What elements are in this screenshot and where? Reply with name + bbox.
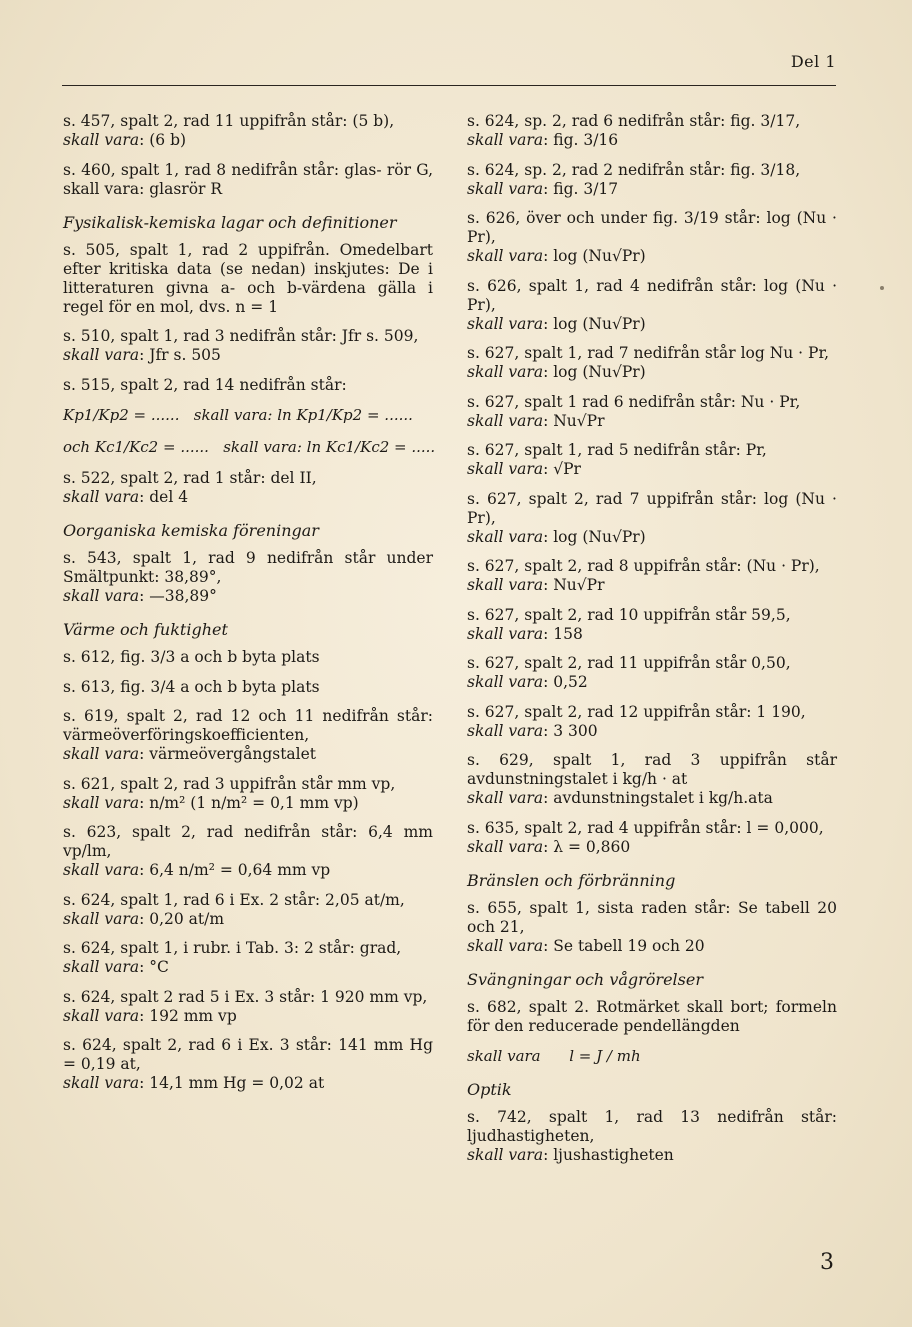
paper-speck (880, 286, 884, 290)
erratum-correction: skall vara: log (Nu√Pr) (467, 314, 646, 333)
erratum-location: s. 627, spalt 1, rad 5 nedifrån står: Pr, (467, 441, 767, 459)
section-heading: Värme och fuktighet (63, 620, 228, 639)
erratum-correction: skall vara: °C (63, 958, 169, 976)
erratum-entry (63, 775, 433, 813)
erratum-entry (467, 998, 837, 1036)
erratum-correction: skall vara: fig. 3/16 (467, 131, 619, 149)
erratum-location: s. 522, spalt 2, rad 1 står: del II, (63, 469, 317, 487)
erratum-entry (467, 751, 837, 808)
erratum-entry (63, 112, 433, 150)
erratum-correction: skall vara: log (Nu√Pr) (467, 247, 646, 265)
erratum-entry (63, 648, 433, 667)
left-column (63, 112, 436, 1104)
erratum-location: s. 629, spalt 1, rad 3 uppifrån står avdunstningstalet i kg/h · at (467, 751, 837, 788)
erratum-location: s. 627, spalt 2, rad 10 uppifrån står 59,5, (467, 605, 791, 624)
erratum-correction: skall vara: Jfr s. 505 (63, 346, 221, 364)
erratum-correction: skall vara: log (Nu√Pr) (467, 363, 646, 381)
erratum-correction: skall vara: 192 mm vp (63, 1006, 237, 1025)
erratum-location: s. 624, spalt 2 rad 5 i Ex. 3 står: 1 920 mm vp, (63, 987, 428, 1006)
erratum-location: s. 626, över och under fig. 3/19 står: log (Nu · Pr), (467, 209, 837, 246)
erratum-correction: skall vara: Nu√Pr (467, 576, 605, 594)
erratum-entry (63, 707, 433, 764)
erratum-correction: skall vara: Nu√Pr (467, 411, 605, 430)
erratum-entry (467, 606, 837, 644)
erratum-entry (467, 1108, 837, 1165)
erratum-location: s. 627, spalt 2, rad 7 uppifrån står: log (Nu · Pr), (467, 489, 837, 527)
erratum-entry (63, 469, 433, 507)
erratum-correction: skall vara: fig. 3/17 (467, 179, 619, 198)
erratum-correction: skall vara: del 4 (63, 488, 189, 506)
erratum-location: s. 612, fig. 3/3 a och b byta plats (63, 648, 320, 666)
erratum-entry (467, 819, 837, 857)
header-rule (62, 85, 836, 86)
erratum-entry (467, 161, 837, 199)
erratum-correction: skall vara: 0,52 (467, 673, 588, 691)
erratum-correction: skall vara: ljushastigheten (467, 1146, 674, 1164)
erratum-location: s. 626, spalt 1, rad 4 nedifrån står: log (Nu · Pr), (467, 276, 837, 314)
right-column (467, 112, 837, 1176)
erratum-entry (467, 557, 837, 595)
erratum-entry (63, 376, 433, 395)
erratum-location: s. 623, spalt 2, rad nedifrån står: 6,4 mm vp/lm, (63, 823, 433, 860)
erratum-location: s. 457, spalt 2, rad 11 uppifrån står: (5 b), (63, 112, 395, 130)
erratum-location: s. 742, spalt 1, rad 13 nedifrån står: ljudhastigheten, (467, 1108, 837, 1145)
formula: Kp1/Kp2 = ...... skall vara: ln Kp1/Kp2 = ...... (63, 406, 413, 424)
erratum-correction: skall vara: 3 300 (467, 721, 598, 740)
erratum-entry (63, 939, 433, 977)
erratum-location: s. 624, sp. 2, rad 2 nedifrån står: fig. 3/18, (467, 160, 801, 179)
erratum-entry (63, 823, 433, 880)
erratum-correction: skall vara: 0,20 at/m (63, 909, 225, 928)
erratum-location: s. 624, spalt 1, rad 6 i Ex. 2 står: 2,05 at/m, (63, 890, 405, 909)
erratum-entry (63, 891, 433, 929)
erratum-location: s. 621, spalt 2, rad 3 uppifrån står mm vp, (63, 774, 396, 793)
erratum-entry (63, 1036, 433, 1093)
erratum-location: s. 627, spalt 1, rad 7 nedifrån står log Nu · Pr, (467, 344, 830, 362)
erratum-location: s. 510, spalt 1, rad 3 nedifrån står: Jfr s. 509, (63, 327, 419, 345)
erratum-location: s. 624, spalt 2, rad 6 i Ex. 3 står: 141 mm Hg = 0,19 at, (63, 1036, 433, 1073)
erratum-entry (467, 277, 837, 334)
erratum-entry (63, 327, 433, 365)
erratum-entry (63, 549, 433, 606)
erratum-entry (467, 654, 837, 692)
erratum-entry (63, 161, 433, 199)
section-heading: Optik (467, 1080, 512, 1099)
formula: skall vara l = J / mh (467, 1047, 641, 1065)
erratum-correction: skall vara: 14,1 mm Hg = 0,02 at (63, 1074, 325, 1092)
erratum-location: s. 543, spalt 1, rad 9 nedifrån står under Smältpunkt: 38,89°, (63, 549, 433, 586)
section-heading: Svängningar och vågrörelser (467, 969, 703, 989)
erratum-location: s. 635, spalt 2, rad 4 uppifrån står: l = 0,000, (467, 818, 824, 837)
erratum-entry (63, 678, 433, 697)
erratum-entry (467, 703, 837, 741)
erratum-location: s. 627, spalt 1 rad 6 nedifrån står: Nu · Pr, (467, 392, 801, 411)
erratum-location: s. 619, spalt 2, rad 12 och 11 nedifrån står: värmeöverföringskoefficienten, (63, 707, 433, 744)
section-heading: Oorganiska kemiska föreningar (63, 521, 319, 540)
erratum-location: s. 505, spalt 1, rad 2 uppifrån. Omedelbart efter kritiska data (se nedan) inskjutes: De i litteraturen givna a- och b-värdena gälla i regel för en mol, dvs. n = 1 (63, 240, 433, 316)
erratum-correction: skall vara: λ = 0,860 (467, 837, 631, 856)
erratum-correction: skall vara: √Pr (467, 460, 581, 478)
erratum-entry (467, 393, 837, 431)
erratum-correction: skall vara: avdunstningstalet i kg/h.ata (467, 789, 773, 807)
erratum-location: s. 624, sp. 2, rad 6 nedifrån står: fig. 3/17, (467, 112, 801, 130)
erratum-entry (63, 988, 433, 1026)
erratum-correction: skall vara: 158 (467, 624, 583, 643)
erratum-location: s. 613, fig. 3/4 a och b byta plats (63, 677, 320, 696)
erratum-correction: skall vara: n/m² (1 n/m² = 0,1 mm vp) (63, 793, 359, 812)
erratum-entry (467, 490, 837, 547)
erratum-location: s. 515, spalt 2, rad 14 nedifrån står: (63, 375, 347, 394)
erratum-correction: skall vara: Se tabell 19 och 20 (467, 936, 705, 955)
erratum-location: s. 655, spalt 1, sista raden står: Se tabell 20 och 21, (467, 898, 837, 936)
erratum-entry (467, 209, 837, 266)
erratum-entry (467, 441, 837, 479)
erratum-correction: skall vara: (6 b) (63, 131, 187, 149)
erratum-correction: skall vara: 6,4 n/m² = 0,64 mm vp (63, 861, 331, 879)
erratum-correction: skall vara: värmeövergångstalet (63, 745, 317, 763)
erratum-correction: skall vara: —38,89° (63, 587, 217, 605)
erratum-location: s. 627, spalt 2, rad 8 uppifrån står: (Nu · Pr), (467, 557, 820, 575)
erratum-location: s. 682, spalt 2. Rotmärket skall bort; formeln för den reducerade pendellängden (467, 997, 837, 1035)
erratum-location: s. 460, spalt 1, rad 8 nedifrån står: glas- rör G, skall vara: glasrör R (63, 160, 433, 198)
part-label: Del 1 (790, 52, 836, 71)
formula: och Kc1/Kc2 = ...... skall vara: ln Kc1/Kc2 = ..... (63, 438, 436, 456)
erratum-location: s. 624, spalt 1, i rubr. i Tab. 3: 2 står: grad, (63, 939, 402, 957)
erratum-location: s. 627, spalt 2, rad 11 uppifrån står 0,50, (467, 654, 791, 672)
erratum-location: s. 627, spalt 2, rad 12 uppifrån står: 1 190, (467, 702, 806, 721)
erratum-entry (467, 344, 837, 382)
erratum-entry (63, 241, 433, 317)
page-number: 3 (820, 1250, 834, 1275)
erratum-entry (467, 112, 837, 150)
erratum-entry (467, 899, 837, 956)
section-heading: Fysikalisk-kemiska lagar och definitioner (63, 212, 397, 232)
section-heading: Bränslen och förbränning (467, 870, 676, 890)
erratum-correction: skall vara: log (Nu√Pr) (467, 527, 646, 546)
